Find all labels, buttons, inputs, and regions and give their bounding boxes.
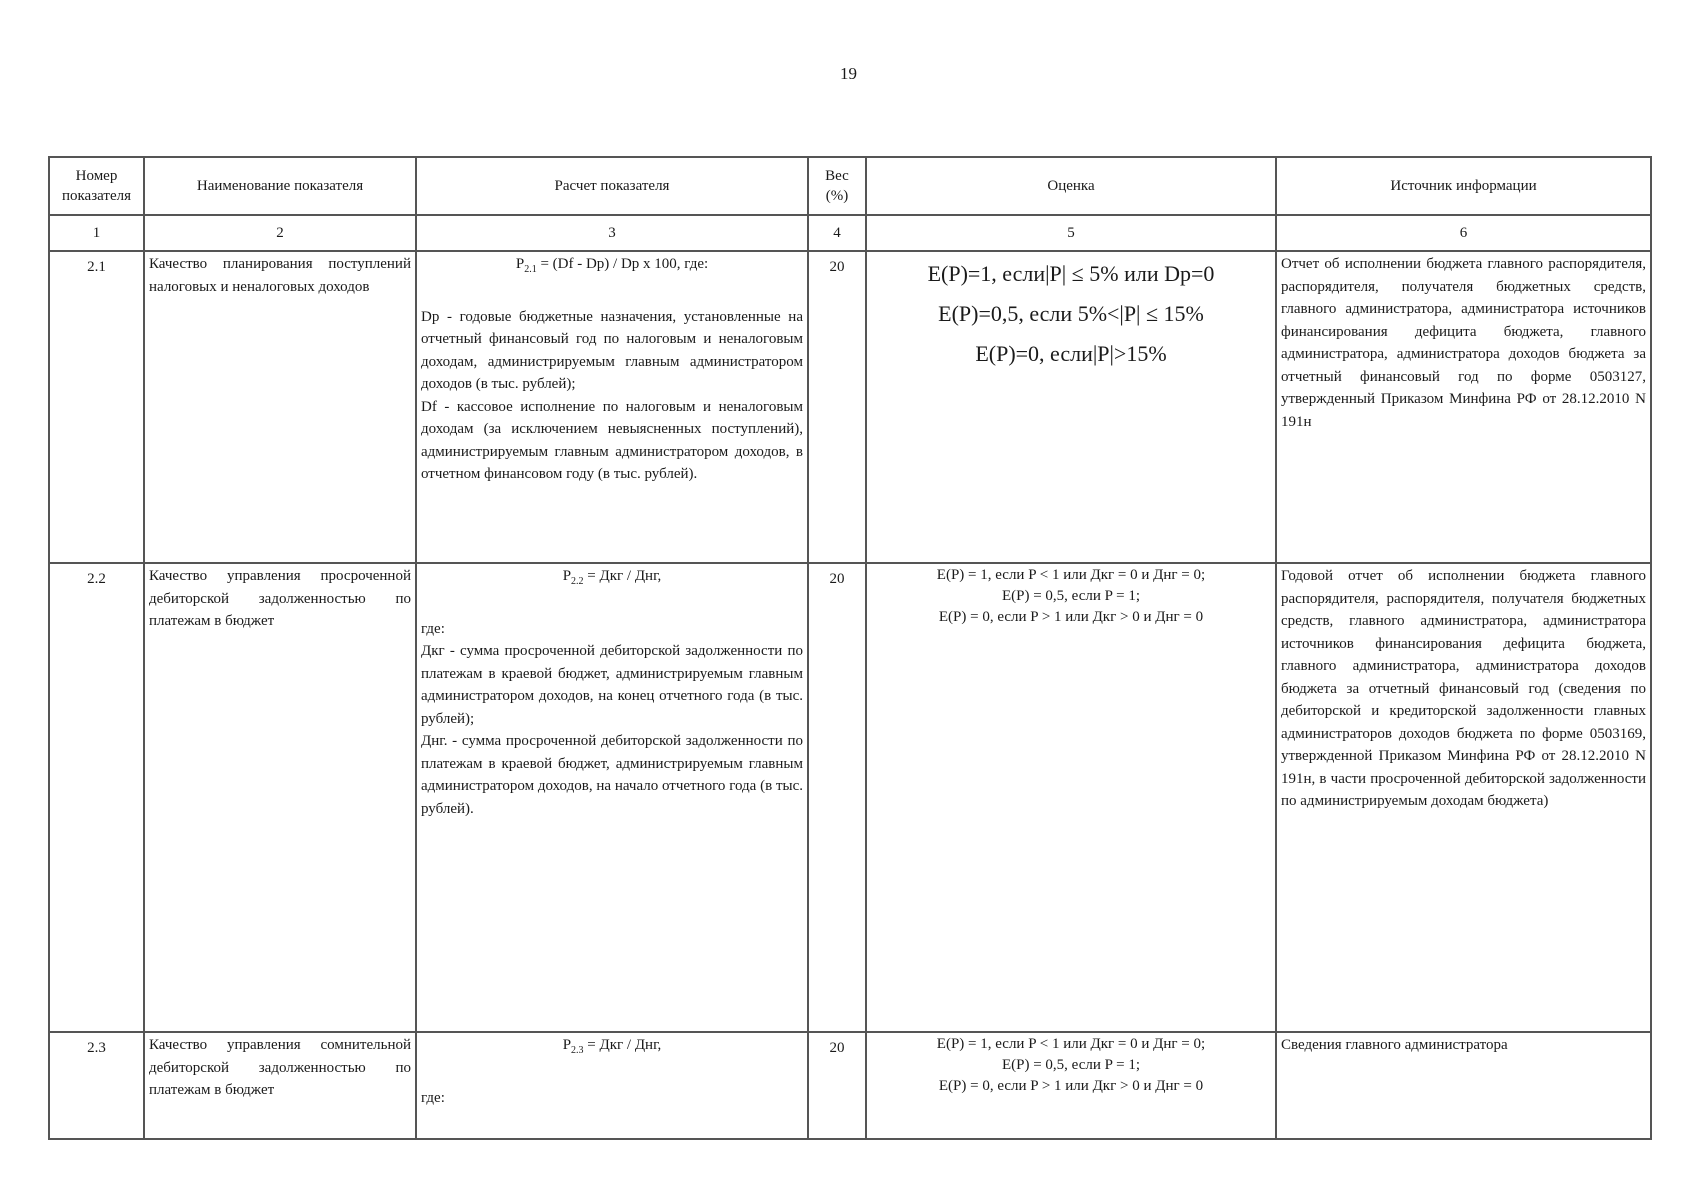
calc-paragraph: Дкг - сумма просроченной дебиторской задолженности по платежам в краевой бюджет, администрируемым главным администратором доходов, на конец отчетного года (в тыс. рублей); <box>421 643 803 727</box>
evaluation-line: E(P)=0, если|P|>15% <box>975 341 1167 366</box>
column-number: 5 <box>866 215 1276 251</box>
formula: $P_{2.2}$ = Дкг / Днг, <box>562 568 662 587</box>
indicator-evaluation <box>866 563 1276 1032</box>
evaluation-line: E(P)=1, если|P| ≤ 5% или Dp=0 <box>927 261 1215 286</box>
indicator-calculation <box>416 251 808 563</box>
indicator-weight: 20 <box>808 251 866 563</box>
calc-paragraph: Днг. - сумма просроченной дебиторской задолженности по платежам в краевой бюджет, администрируемым главным администратором доходов, на начало отчетного года (в тыс. рублей). <box>421 733 803 817</box>
header-weight: Вес (%) <box>808 157 866 215</box>
column-number: 2 <box>144 215 416 251</box>
evaluation-line: E(P) = 0,5, если P = 1; <box>1001 588 1141 604</box>
evaluation-line: E(P) = 1, если P < 1 или Дкг = 0 и Днг = 0; <box>936 567 1206 583</box>
column-number: 6 <box>1276 215 1651 251</box>
calc-where: где: <box>421 1089 445 1106</box>
header-number: Номер показателя <box>49 157 144 215</box>
table-row <box>49 563 1651 1032</box>
column-number-row <box>49 215 1651 251</box>
indicator-name: Качество планирования поступлений налоговых и неналоговых доходов <box>144 251 416 563</box>
indicator-name: Качество управления просроченной дебиторской задолженностью по платежам в бюджет <box>144 563 416 1032</box>
evaluation-line: E(P) = 0, если P > 1 или Дкг > 0 и Днг = 0 <box>938 609 1204 625</box>
indicator-number: 2.1 <box>49 251 144 563</box>
calc-paragraph: Df - кассовое исполнение по налоговым и неналоговым доходам (за исключением невыясненных поступлений), администрируемым главным администратором доходов, в отчетном финансовом году (в тыс. рублей). <box>421 398 803 482</box>
indicators-table-container <box>48 156 1650 1140</box>
indicator-weight: 20 <box>808 563 866 1032</box>
formula: $P_{2.1} = (Df - Dp) / Dp$ x 100, где: <box>515 256 709 275</box>
indicators-table <box>48 156 1652 1140</box>
formula: $P_{2.3}$ = Дкг / Днг, <box>562 1037 662 1056</box>
header-calc: Расчет показателя <box>416 157 808 215</box>
evaluation-line: E(P)=0,5, если 5%<|P| ≤ 15% <box>938 301 1204 326</box>
page-number: 19 <box>840 64 857 83</box>
indicator-number: 2.3 <box>49 1032 144 1139</box>
indicator-evaluation <box>866 251 1276 563</box>
indicator-source: Сведения главного администратора <box>1276 1032 1651 1139</box>
table-row <box>49 251 1651 563</box>
header-name: Наименование показателя <box>144 157 416 215</box>
indicator-name: Качество управления сомнительной дебиторской задолженностью по платежам в бюджет <box>144 1032 416 1139</box>
header-evaluation: Оценка <box>866 157 1276 215</box>
indicator-source: Отчет об исполнении бюджета главного распорядителя, распорядителя, получателя бюджетных средств, главного администратора, администратора источников финансирования дефицита бюджета, главного администратора, администратора доходов бюджета за отчетный финансовый год по форме 0503127, утвержденный Приказом Минфина РФ от 28.12.2010 N 191н <box>1276 251 1651 563</box>
calc-paragraph: Dp - годовые бюджетные назначения, установленные на отчетный финансовый год по налоговым и неналоговым доходам, администрируемым главным администратором доходов (в тыс. рублей); <box>421 308 803 392</box>
indicator-calculation <box>416 563 808 1032</box>
evaluation-line: E(P) = 1, если P < 1 или Дкг = 0 и Днг = 0; <box>936 1036 1206 1052</box>
indicator-evaluation <box>866 1032 1276 1139</box>
table-row <box>49 1032 1651 1139</box>
calc-where: где: <box>421 620 445 637</box>
header-row <box>49 157 1651 215</box>
indicator-calculation <box>416 1032 808 1139</box>
column-number: 4 <box>808 215 866 251</box>
evaluation-line: E(P) = 0, если P > 1 или Дкг > 0 и Днг = 0 <box>938 1078 1204 1094</box>
indicator-weight: 20 <box>808 1032 866 1139</box>
header-source: Источник информации <box>1276 157 1651 215</box>
column-number: 1 <box>49 215 144 251</box>
indicator-source: Годовой отчет об исполнении бюджета главного распорядителя, распорядителя, получателя бюджетных средств, главного администратора, администратора источников финансирования дефицита бюджета, главного администратора, администратора доходов бюджета за отчетный финансовый год (сведения по дебиторской и кредиторской задолженности главных администраторов доходов бюджета по форме 0503169, утвержденной Приказом Минфина РФ от 28.12.2010 N 191н, в части просроченной дебиторской задолженности по администрируемым доходам бюджета) <box>1276 563 1651 1032</box>
column-number: 3 <box>416 215 808 251</box>
evaluation-line: E(P) = 0,5, если P = 1; <box>1001 1057 1141 1073</box>
indicator-number: 2.2 <box>49 563 144 1032</box>
